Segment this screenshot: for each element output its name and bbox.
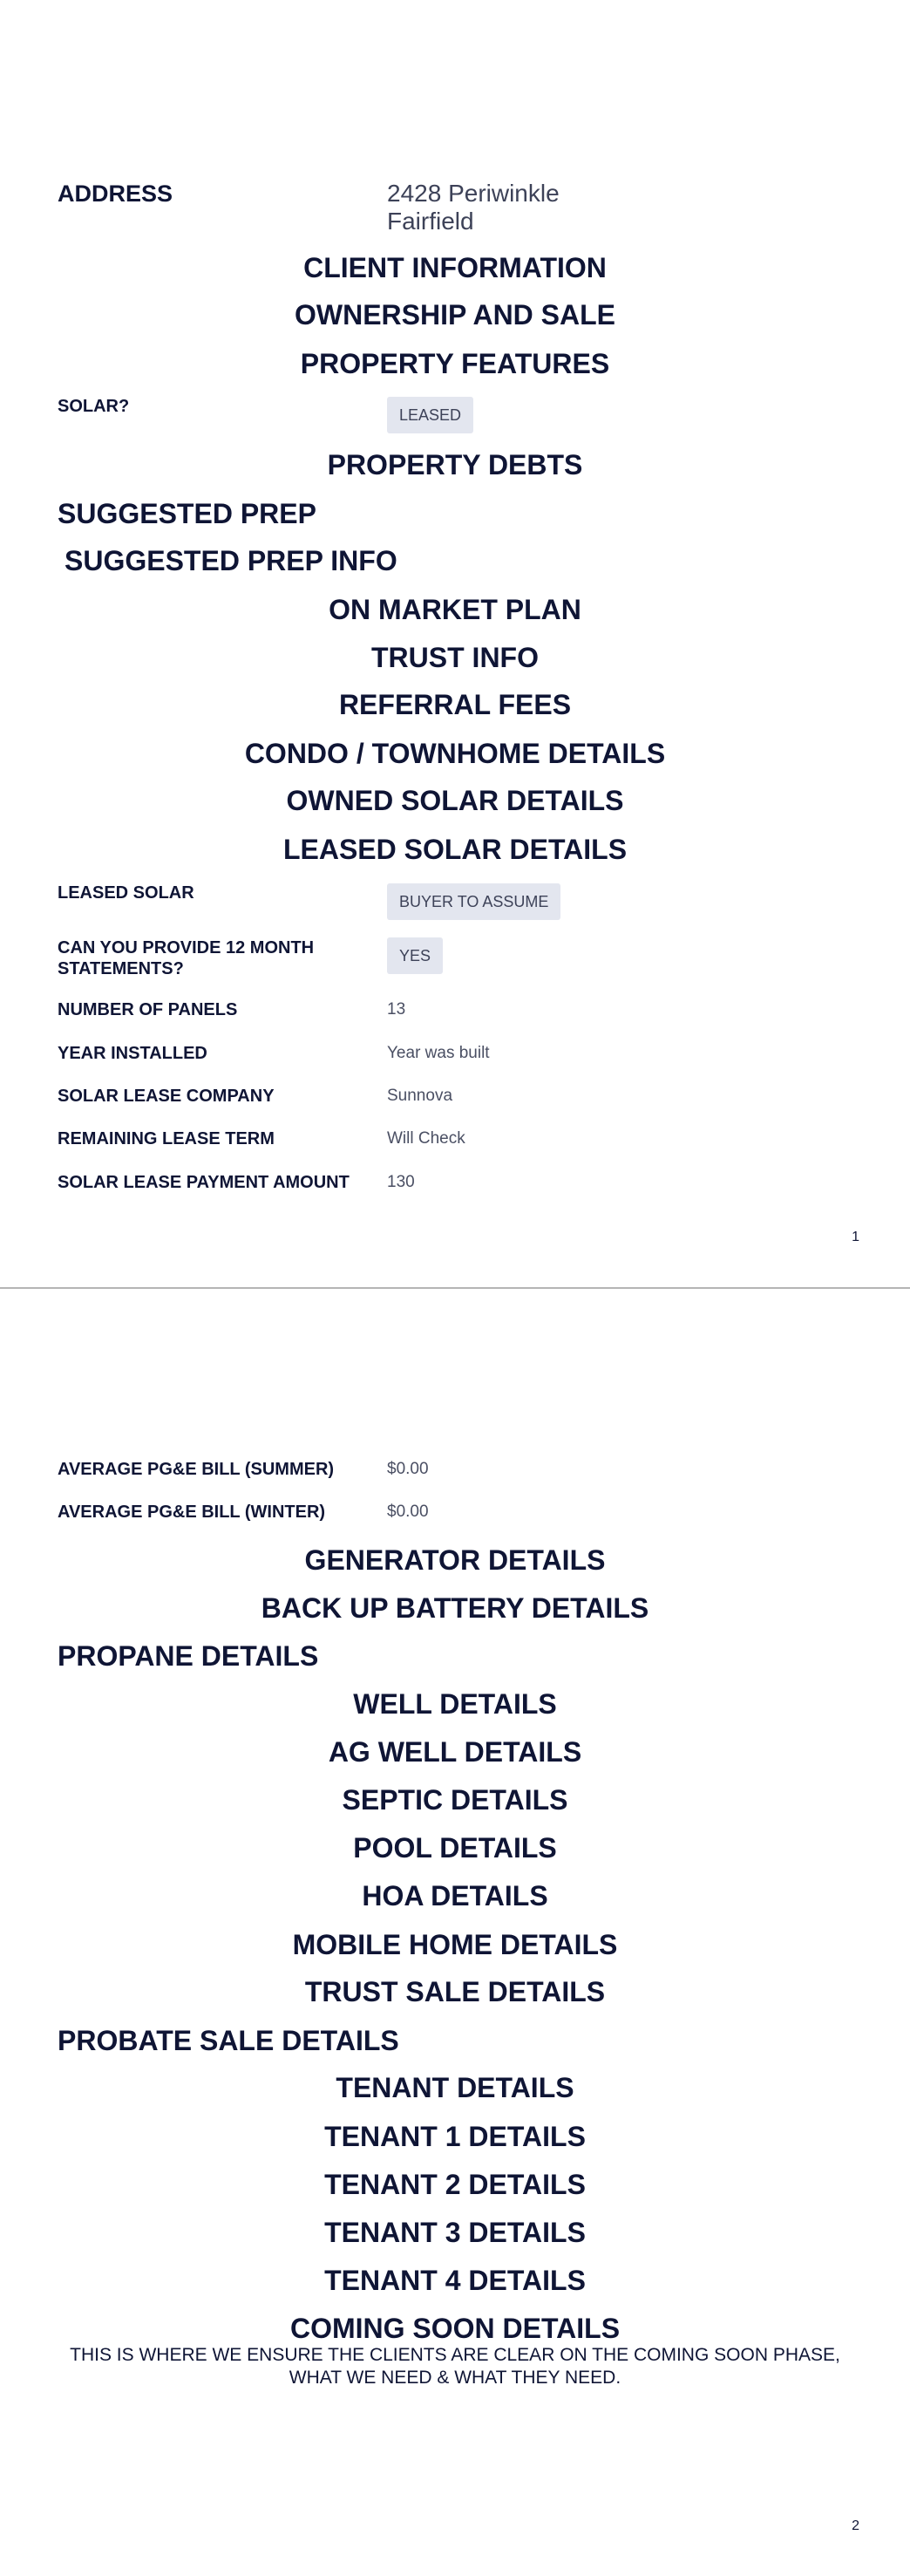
statements-value-tag: YES [387,937,443,974]
heading-trust-info: TRUST INFO [371,642,539,673]
heading-property-debts: PROPERTY DEBTS [327,449,583,480]
leased-solar-value-tag: BUYER TO ASSUME [387,883,560,920]
address-line-2: Fairfield [387,208,474,235]
lease-payment-value: 130 [387,1173,415,1191]
lease-company-label: SOLAR LEASE COMPANY [58,1087,275,1106]
solar-value-tag: LEASED [387,397,473,433]
heading-pool-details: POOL DETAILS [353,1832,557,1864]
lease-payment-label: SOLAR LEASE PAYMENT AMOUNT [58,1173,350,1192]
statements-label-line-2: STATEMENTS? [58,959,184,978]
year-installed-value: Year was built [387,1044,490,1062]
heading-property-features: PROPERTY FEATURES [300,348,610,379]
page-number: 2 [852,2518,859,2533]
heading-back-up-battery-details: BACK UP BATTERY DETAILS [261,1592,649,1624]
pge-summer-value: $0.00 [387,1460,429,1478]
heading-leased-solar-details: LEASED SOLAR DETAILS [282,834,628,865]
heading-ownership-and-sale: OWNERSHIP AND SALE [294,299,616,331]
heading-referral-fees: REFERRAL FEES [338,689,572,720]
heading-coming-soon-details: COMING SOON DETAILS [289,2313,621,2344]
document-page-2 [0,1289,910,2576]
heading-septic-details: SEPTIC DETAILS [342,1784,568,1816]
coming-soon-note: THIS IS WHERE WE ENSURE THE CLIENTS ARE CLEAR ON THE COMING SOON PHASE, WHAT WE NEED & WHAT THEY NEED. [70,2345,840,2388]
lease-company-value: Sunnova [387,1087,453,1105]
heading-owned-solar-details: OWNED SOLAR DETAILS [286,785,624,816]
year-installed-label: YEAR INSTALLED [58,1044,207,1063]
statements-label-line-1: CAN YOU PROVIDE 12 MONTH [58,938,315,957]
heading-generator-details: GENERATOR DETAILS [304,1544,606,1576]
heading-mobile-home-details: MOBILE HOME DETAILS [292,1929,618,1960]
heading-tenant-details: TENANT DETAILS [336,2072,574,2103]
document-page-1 [0,0,910,1287]
leased-solar-label: LEASED SOLAR [58,883,194,903]
lease-term-label: REMAINING LEASE TERM [58,1129,275,1148]
heading-tenant-2-details: TENANT 2 DETAILS [324,2169,586,2200]
heading-client-information: CLIENT INFORMATION [303,252,607,283]
pge-winter-label: AVERAGE PG&E BILL (WINTER) [58,1503,326,1522]
pge-summer-label: AVERAGE PG&E BILL (SUMMER) [58,1460,335,1479]
heading-on-market-plan: ON MARKET PLAN [329,594,581,625]
heading-ag-well-details: AG WELL DETAILS [328,1736,582,1768]
solar-label: SOLAR? [58,397,130,416]
pge-winter-value: $0.00 [387,1503,429,1521]
heading-suggested-prep: SUGGESTED PREP [58,498,316,529]
heading-suggested-prep-info: SUGGESTED PREP INFO [65,545,397,576]
heading-tenant-4-details: TENANT 4 DETAILS [324,2265,586,2296]
heading-probate-sale-details: PROBATE SALE DETAILS [58,2025,399,2056]
address-label: ADDRESS [58,181,173,207]
lease-term-value: Will Check [387,1129,465,1148]
panels-label: NUMBER OF PANELS [58,1000,238,1019]
heading-propane-details: PROPANE DETAILS [58,1640,319,1672]
heading-hoa-details: HOA DETAILS [362,1880,548,1912]
heading-condo-townhome-details: CONDO / TOWNHOME DETAILS [244,738,666,769]
page-number: 1 [852,1230,859,1244]
address-line-1: 2428 Periwinkle [387,180,560,207]
panels-value: 13 [387,1000,406,1019]
heading-tenant-1-details: TENANT 1 DETAILS [324,2121,586,2152]
heading-trust-sale-details: TRUST SALE DETAILS [304,1976,606,2007]
heading-well-details: WELL DETAILS [353,1688,557,1720]
heading-tenant-3-details: TENANT 3 DETAILS [324,2217,586,2248]
